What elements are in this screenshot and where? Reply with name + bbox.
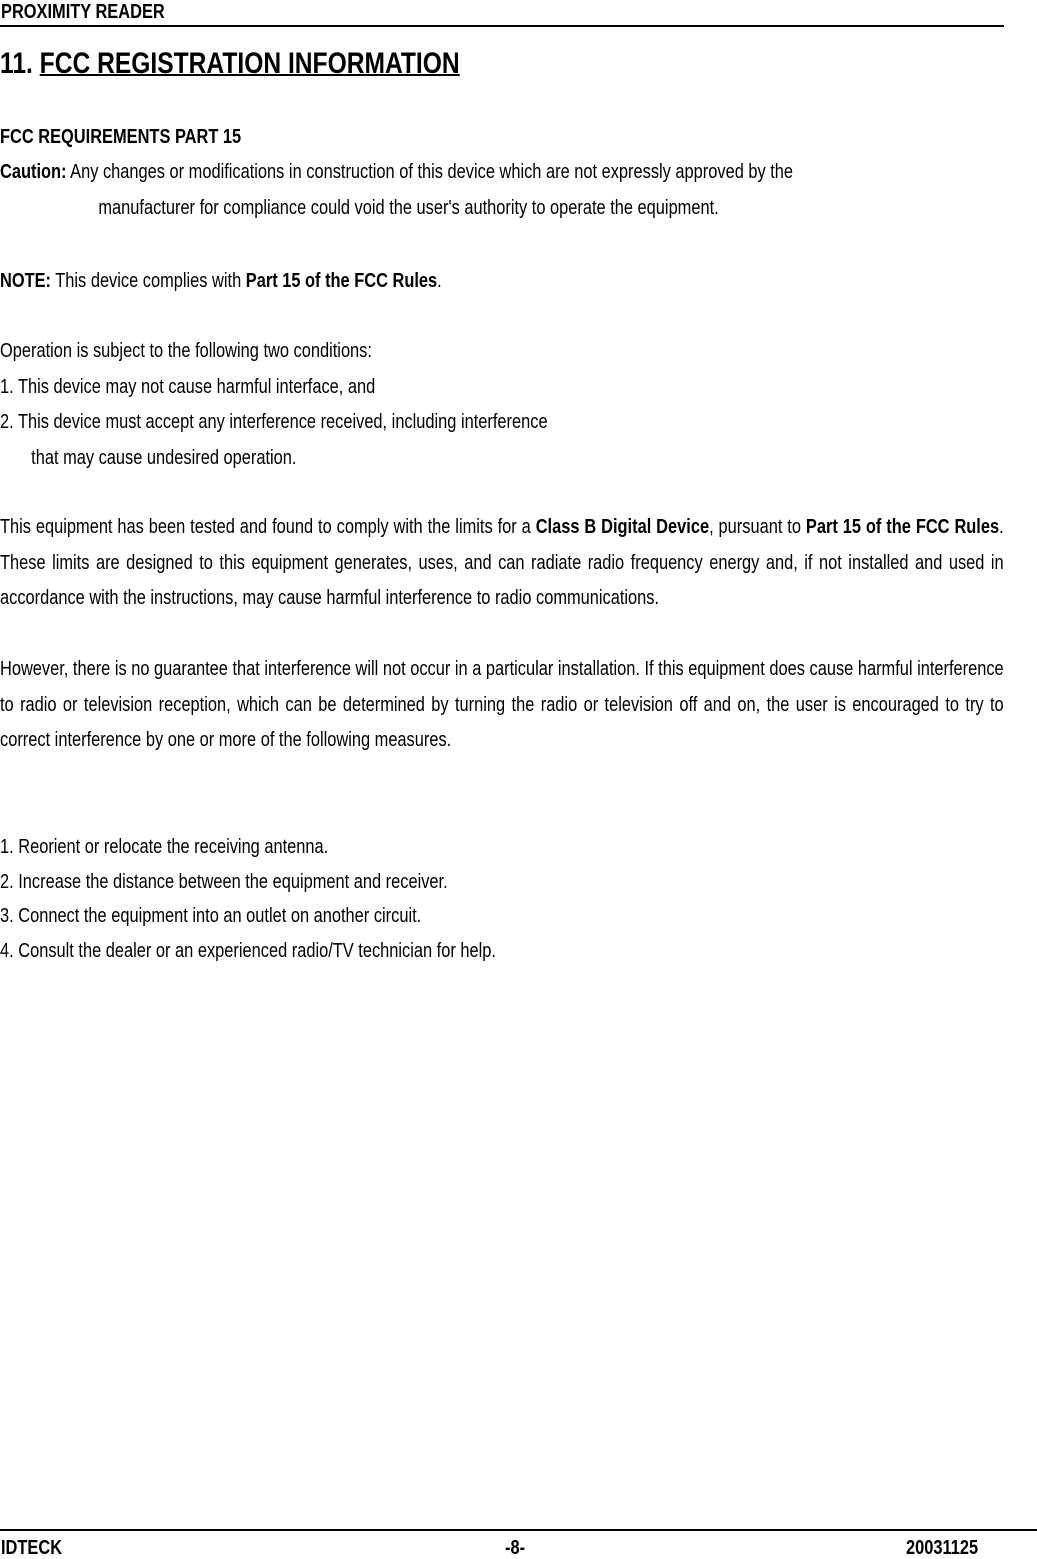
condition-item-2: 2. This device must accept any interference received, including interference [0,411,548,433]
caution-label: Caution: [0,161,67,183]
paragraph-guarantee: However, there is no guarantee that interference will not occur in a particular installation. If this equipment does cause harmful interference to radio or television reception, which can be determined by turning the radio or television off and on, the user is encouraged to try to correct interference by one or more of the following measures. [0,658,1004,751]
caution-line-1 [0,155,1004,191]
condition-item-1: 1. This device may not cause harmful interface, and [0,375,376,398]
caution-block [0,155,1037,226]
footer-date: 20031125 [906,1537,979,1559]
note-label: NOTE: [0,270,52,292]
measure-item: 1. Reorient or relocate the receiving antenna. [0,836,329,858]
section-title [0,42,460,86]
condition-item-2-cont: that may cause undesired operation. [31,446,297,469]
conditions-block [0,334,1037,476]
paragraph1-text-2: , pursuant to [709,516,806,538]
header-title: PROXIMITY READER [1,1,165,23]
measures-list [0,830,1037,968]
section-number: 11. [0,47,40,80]
paragraph1-bold-2: Part 15 of the FCC Rules [805,516,1000,538]
page-footer [0,1529,1037,1559]
paragraph-class-b [0,510,1004,617]
paragraph1-bold-1: Class B Digital Device [535,516,710,538]
measure-item: 4. Consult the dealer or an experienced radio/TV technician for help. [0,939,496,962]
caution-text-1: Any changes or modifications in construction of this device which are not expressly approved by the [66,161,794,183]
footer-page-number: -8- [505,1537,526,1559]
page-header [0,0,1004,27]
requirements-heading: FCC REQUIREMENTS PART 15 [0,126,242,148]
footer-company: IDTECK [1,1537,63,1559]
paragraph1-text-3: . These limits are designed to this equipment generates, uses, and can radiate radio frequency energy and, if not installed and used in accordance with the instructions, may cause harmful interference to radio communications. [0,516,1004,609]
section-title-text: FCC REGISTRATION INFORMATION [39,47,460,80]
paragraph1-text-1: This equipment has been tested and found to comply with the limits for a [0,516,536,538]
measure-item: 2. Increase the distance between the equipment and receiver. [0,870,448,893]
note-line [0,264,1004,300]
caution-line-2: manufacturer for compliance could void the user's authority to operate the equipment. [98,196,719,219]
measure-item: 3. Connect the equipment into an outlet on another circuit. [0,905,422,927]
note-text-before: This device complies with [51,270,246,292]
note-text-after: . [437,270,442,292]
note-emphasis: Part 15 of the FCC Rules [245,270,438,292]
conditions-intro: Operation is subject to the following two conditions: [0,340,372,362]
